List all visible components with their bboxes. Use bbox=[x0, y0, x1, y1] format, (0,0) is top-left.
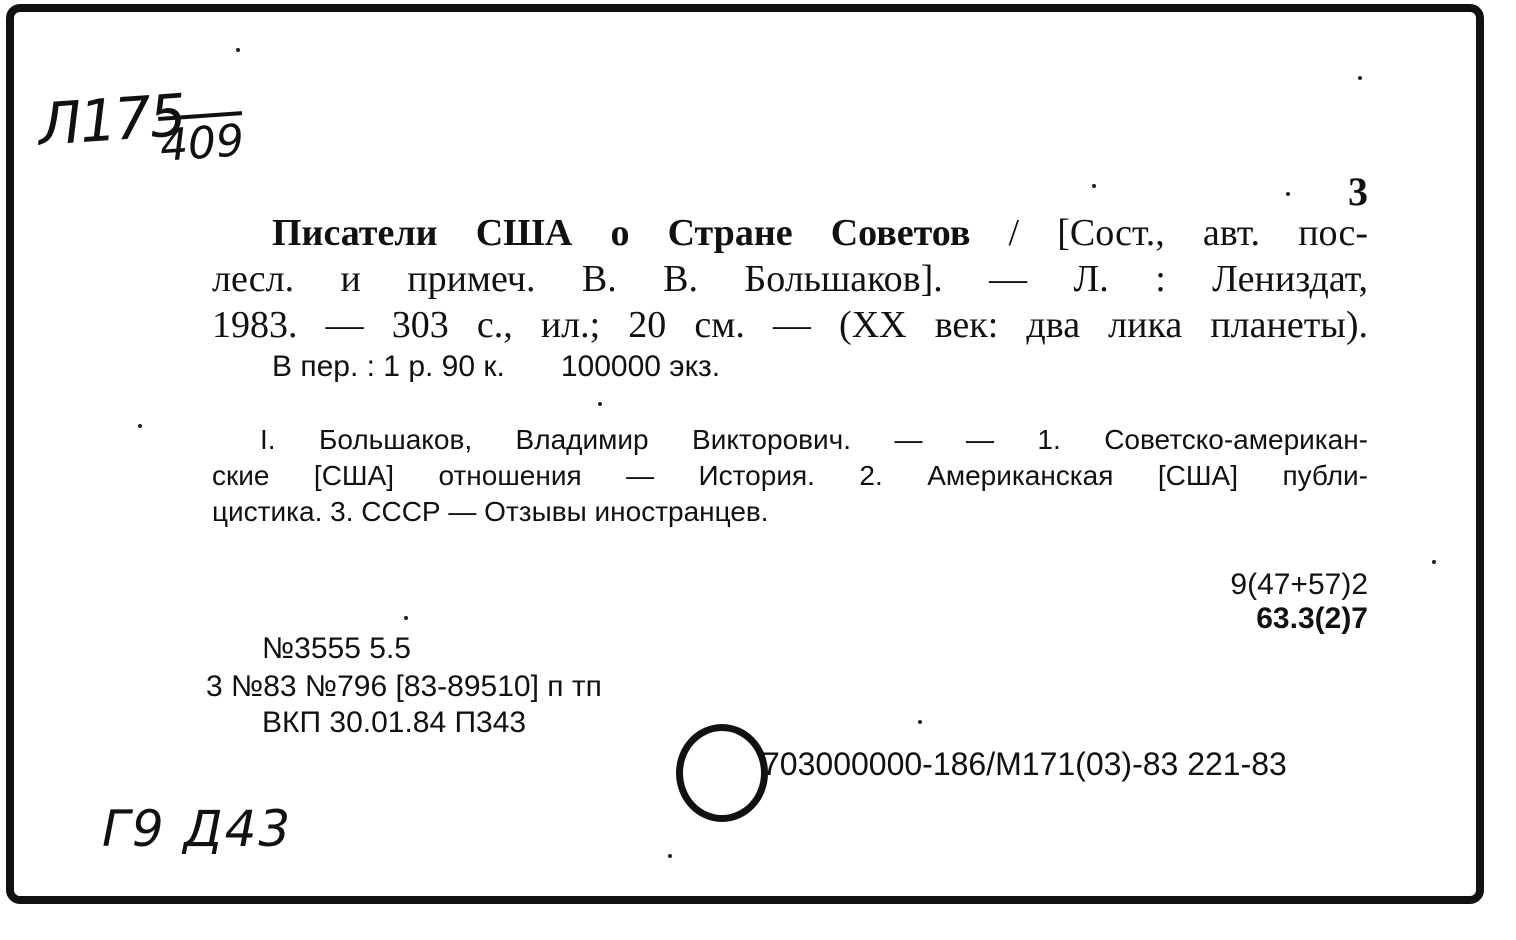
speck bbox=[404, 616, 408, 620]
price-line bbox=[272, 350, 720, 384]
classification-index-2: 63.3(2)7 bbox=[1256, 602, 1368, 635]
tech-line-3: ВКП 30.01.84 П343 bbox=[262, 706, 527, 739]
speck bbox=[918, 720, 922, 724]
handwritten-call-number: Г9 Д43 bbox=[102, 800, 293, 858]
book-title: Писатели США о Стране Советов bbox=[272, 212, 971, 254]
subjects-line-2: ские [США] отношения — История. 2. Американская [США] публи- bbox=[212, 460, 1368, 491]
handwritten-shelf-subcode: 409 bbox=[158, 115, 246, 172]
isbn-code: 703000000-186/М171(03)-83 221-83 bbox=[762, 746, 1287, 782]
title-line-3: 1983. — 303 с., ил.; 20 см. — (XX век: два лика планеты). bbox=[212, 304, 1368, 346]
classification-index-1: 9(47+57)2 bbox=[1230, 568, 1368, 601]
page-mark: 3 bbox=[1348, 169, 1368, 214]
price: В пер. : 1 р. 90 к. bbox=[272, 350, 505, 383]
tech-line-2: 3 №83 №796 [83-89510] п тп bbox=[206, 670, 602, 703]
title-line-1 bbox=[212, 210, 1368, 256]
title-line-2: лесл. и примеч. В. В. Большаков]. — Л. : Лениздат, bbox=[212, 258, 1368, 300]
speck bbox=[1286, 192, 1290, 196]
speck bbox=[1092, 184, 1096, 188]
handwritten-shelf-code: Л175 bbox=[35, 80, 187, 160]
speck bbox=[668, 854, 672, 858]
print-run: 100000 экз. bbox=[560, 350, 721, 383]
speck bbox=[1432, 560, 1436, 564]
subjects-line-1: I. Большаков, Владимир Викторович. — — 1. Советско-американ- bbox=[260, 424, 1368, 455]
subjects-line-3: цистика. 3. СССР — Отзывы иностранцев. bbox=[212, 496, 769, 527]
speck bbox=[138, 424, 142, 428]
speck bbox=[1358, 76, 1362, 80]
title-responsibility: / [Сост., авт. пос- bbox=[970, 212, 1368, 254]
speck bbox=[598, 402, 602, 406]
speck bbox=[236, 48, 240, 52]
circle-stamp-icon bbox=[676, 724, 768, 822]
tech-line-1: №3555 5.5 bbox=[262, 632, 411, 665]
